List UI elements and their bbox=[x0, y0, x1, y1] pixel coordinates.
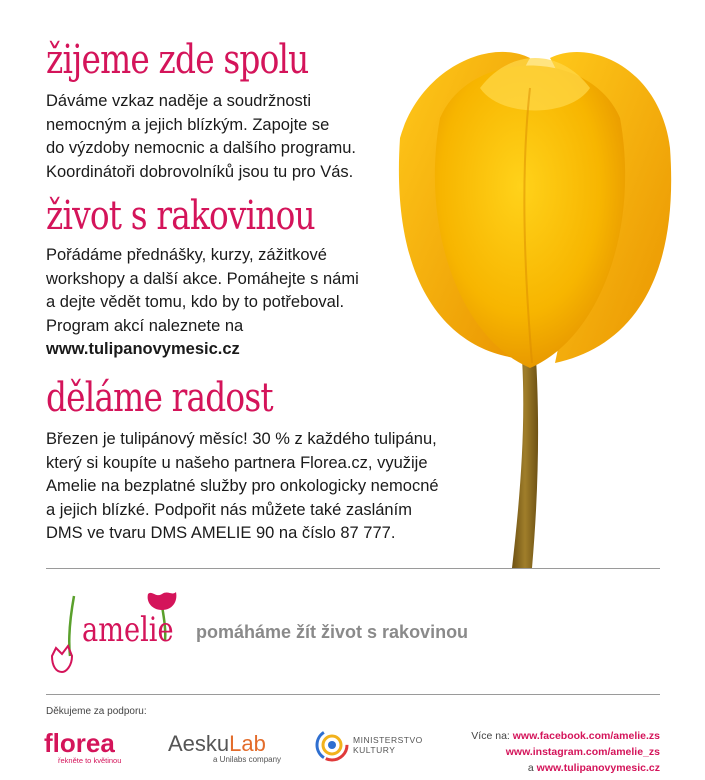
text-line: a dejte vědět tomu, kdo by to potřeboval. bbox=[46, 293, 345, 311]
divider bbox=[46, 568, 660, 569]
aeskulab-name-part: Lab bbox=[229, 731, 266, 756]
text-line: Pořádáme přednášky, kurzy, zážitkové bbox=[46, 246, 327, 264]
heading-bringing-joy: děláme radost bbox=[46, 375, 273, 421]
text-line: a jejich blízké. Podpořit nás můžete také zasláním bbox=[46, 500, 412, 519]
text-line: Koordinátoři dobrovolníků jsou tu pro Vás. bbox=[46, 162, 354, 181]
amelie-logo-text: amelie bbox=[82, 610, 174, 650]
website-link[interactable]: www.tulipanovymesic.cz bbox=[46, 340, 240, 358]
more-label: Více na: bbox=[471, 730, 510, 742]
aeskulab-name-part: Aesku bbox=[168, 731, 230, 756]
ministry-text-line: MINISTERSTVO bbox=[353, 735, 423, 745]
heading-life-with-cancer: život s rakovinou bbox=[46, 193, 315, 239]
ministry-of-culture-icon bbox=[315, 728, 349, 762]
instagram-link[interactable]: www.instagram.com/amelie_zs bbox=[505, 746, 660, 758]
heading-living-together: žijeme zde spolu bbox=[46, 37, 309, 83]
florea-logo[interactable]: florea bbox=[44, 728, 115, 758]
text-line: Dáváme vzkaz naděje a soudržnosti bbox=[46, 92, 312, 110]
ministry-of-culture-logo[interactable] bbox=[353, 735, 423, 755]
contact-links bbox=[471, 728, 660, 776]
aeskulab-tagline: a Unilabs company bbox=[213, 755, 282, 764]
aeskulab-logo[interactable] bbox=[168, 731, 266, 757]
paragraph-life-with-cancer bbox=[46, 244, 359, 362]
text-line: workshopy a další akce. Pomáhejte s námi bbox=[46, 269, 359, 288]
website-row bbox=[471, 760, 660, 776]
tulip-image bbox=[380, 28, 680, 568]
text-line: Březen je tulipánový měsíc! 30 % z každého tulipánu, bbox=[46, 430, 437, 448]
text-line: který si koupíte u našeho partnera Florea.cz, využije bbox=[46, 453, 428, 472]
slogan: pomáháme žít život s rakovinou bbox=[196, 622, 469, 642]
florea-tagline: řekněte to květinou bbox=[58, 756, 122, 765]
divider bbox=[46, 694, 660, 695]
thanks-label: Děkujeme za podporu: bbox=[46, 706, 147, 717]
text-line: Amelie na bezplatné služby pro onkologicky nemocné bbox=[46, 477, 439, 495]
text-line: Program akcí naleznete na bbox=[46, 316, 244, 335]
text-line: nemocným a jejich blízkým. Zapojte se bbox=[46, 115, 330, 134]
ministry-text-line: KULTURY bbox=[353, 745, 396, 755]
paragraph-living-together bbox=[46, 90, 356, 184]
facebook-link[interactable]: www.facebook.com/amelie.zs bbox=[512, 730, 660, 742]
footer-website-link[interactable]: www.tulipanovymesic.cz bbox=[536, 762, 660, 774]
instagram-row bbox=[471, 744, 660, 760]
and-label: a bbox=[527, 762, 534, 774]
facebook-row bbox=[471, 728, 660, 744]
text-line: DMS ve tvaru DMS AMELIE 90 na číslo 87 777. bbox=[46, 524, 396, 542]
text-line: do výzdoby nemocnic a dalšího programu. bbox=[46, 139, 357, 157]
